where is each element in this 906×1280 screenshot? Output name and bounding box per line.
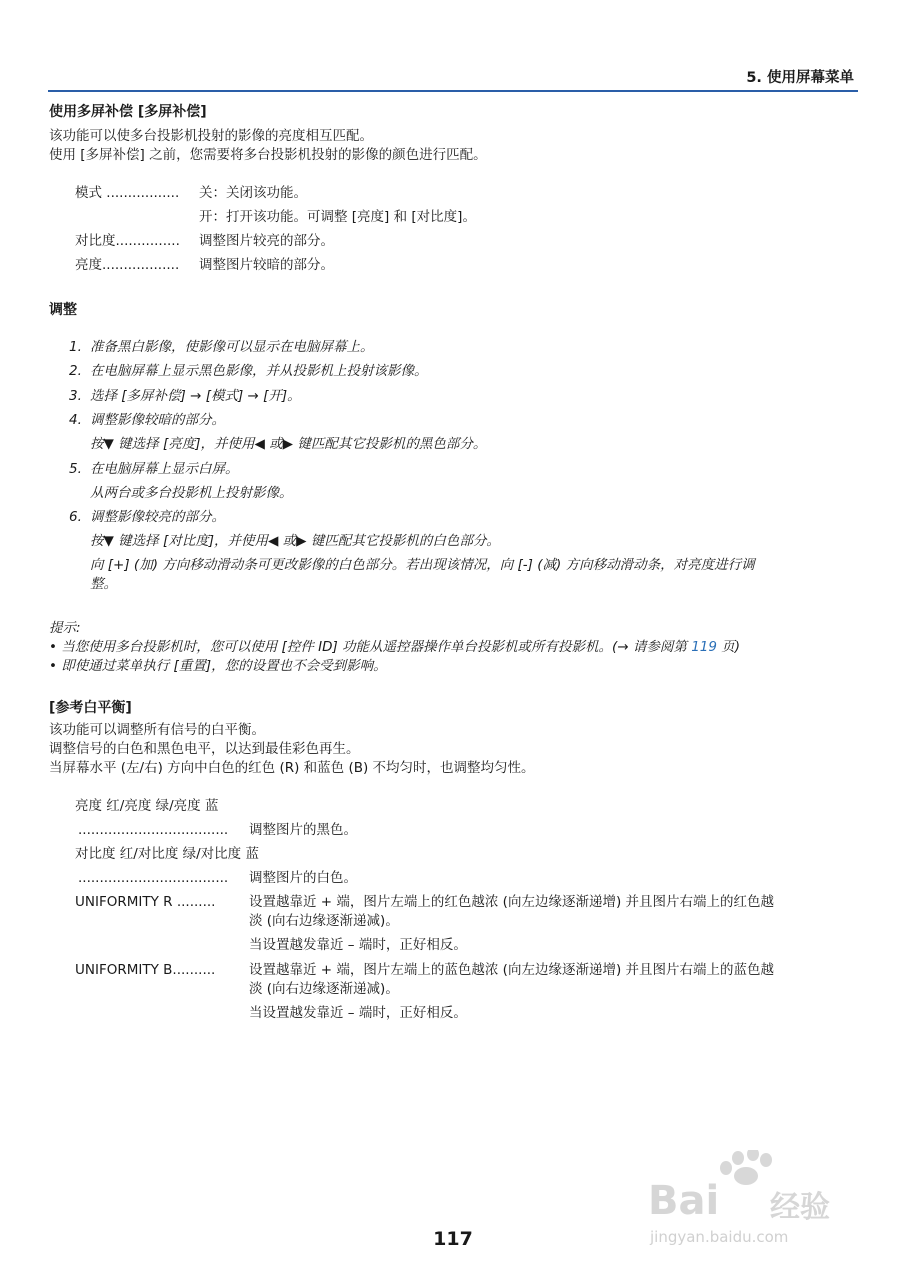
step-number: 1. — [69, 339, 82, 355]
def-term: 亮度 红/亮度 绿/亮度 蓝 — [75, 798, 219, 814]
tip-item — [49, 657, 387, 676]
def-desc: 淡 (向右边缘逐渐递减)。 — [249, 913, 399, 929]
step-substep: 按▼ 键选择 [亮度]，并使用◀ 或▶ 键匹配其它投影机的黑色部分。 — [90, 436, 487, 452]
step-text: 在电脑屏幕上显示白屏。 — [90, 461, 239, 477]
section-title-adjust: 调整 — [49, 302, 77, 318]
def-term: 对比度 红/对比度 绿/对比度 蓝 — [75, 846, 259, 862]
intro-line: 当屏幕水平 (左/右) 方向中白色的红色 (R) 和蓝色 (B) 不均匀时，也调整均匀性。 — [49, 760, 535, 776]
intro-line: 调整信号的白色和黑色电平，以达到最佳彩色再生。 — [49, 741, 360, 757]
def-term: 对比度............... — [75, 233, 180, 249]
def-desc: 调整图片较暗的部分。 — [199, 257, 334, 273]
def-dots: ................................... — [78, 870, 229, 886]
step-number: 3. — [69, 388, 82, 404]
def-desc: 调整图片的白色。 — [249, 870, 357, 886]
bullet: • — [49, 639, 62, 655]
step-number: 5. — [69, 461, 82, 477]
intro-line: 该功能可以调整所有信号的白平衡。 — [49, 722, 265, 738]
page-link[interactable]: 119 — [691, 639, 717, 655]
def-desc: 设置越靠近 + 端，图片左端上的蓝色越浓 (向左边缘逐渐递增) 并且图片右端上的蓝色越 — [249, 962, 775, 978]
tip-text: 即使通过菜单执行 [重置]，您的设置也不会受到影响。 — [61, 658, 387, 674]
intro-line: 使用 [多屏补偿] 之前，您需要将多台投影机投射的影像的颜色进行匹配。 — [49, 147, 487, 163]
step-number: 4. — [69, 412, 82, 428]
tip-item — [49, 638, 740, 657]
step-text: 在电脑屏幕上显示黑色影像，并从投影机上投射该影像。 — [90, 363, 428, 379]
tips-label: 提示: — [49, 620, 81, 636]
step-substep: 按▼ 键选择 [对比度]，并使用◀ 或▶ 键匹配其它投影机的白色部分。 — [90, 533, 500, 549]
def-term: 模式 ................. — [75, 185, 180, 201]
section-title-reference-white-balance: [参考白平衡] — [49, 700, 132, 716]
def-desc: 关：关闭该功能。 — [199, 185, 307, 201]
def-term: 亮度.................. — [75, 257, 180, 273]
intro-line: 该功能可以使多台投影机投射的影像的亮度相互匹配。 — [49, 128, 373, 144]
header-divider — [48, 90, 858, 92]
step-number: 6. — [69, 509, 82, 525]
def-desc: 设置越靠近 + 端，图片左端上的红色越浓 (向左边缘逐渐递增) 并且图片右端上的红色越 — [249, 894, 775, 910]
step-text: 选择 [多屏补偿] → [模式] → [开]。 — [90, 388, 301, 404]
def-desc: 淡 (向右边缘逐渐递减)。 — [249, 981, 399, 997]
section-title-multi-screen: 使用多屏补偿 [多屏补偿] — [49, 104, 207, 120]
def-desc: 当设置越发靠近 – 端时，正好相反。 — [249, 937, 467, 953]
watermark-url: jingyan.baidu.com — [650, 1228, 789, 1246]
def-desc: 调整图片较亮的部分。 — [199, 233, 334, 249]
bullet: • — [49, 658, 62, 674]
def-term: UNIFORMITY B.......... — [75, 962, 216, 978]
step-text: 调整影像较亮的部分。 — [90, 509, 225, 525]
step-text: 准备黑白影像，使影像可以显示在电脑屏幕上。 — [90, 339, 374, 355]
watermark-brand: Bai — [648, 1178, 720, 1224]
def-term: UNIFORMITY R ......... — [75, 894, 216, 910]
step-note: 整。 — [90, 576, 117, 592]
def-desc: 调整图片的黑色。 — [249, 822, 357, 838]
def-desc: 开：打开该功能。可调整 [亮度] 和 [对比度]。 — [199, 209, 476, 225]
watermark-brand-cn: 经验 — [770, 1190, 830, 1225]
tip-text: 当您使用多台投影机时，您可以使用 [控件 ID] 功能从遥控器操作单台投影机或所有投影机。(→ 请参阅第 — [61, 639, 692, 655]
def-dots: ................................... — [78, 822, 229, 838]
step-text: 调整影像较暗的部分。 — [90, 412, 225, 428]
step-note: 向 [+] (加) 方向移动滑动条可更改影像的白色部分。若出现该情况，向 [-] (减) 方向移动滑动条，对亮度进行调 — [90, 557, 755, 573]
tip-text: 页) — [717, 639, 741, 655]
def-desc: 当设置越发靠近 – 端时，正好相反。 — [249, 1005, 467, 1021]
step-number: 2. — [69, 363, 82, 379]
page-number: 117 — [433, 1228, 473, 1250]
step-substep: 从两台或多台投影机上投射影像。 — [90, 485, 293, 501]
chapter-title: 5. 使用屏幕菜单 — [746, 70, 854, 86]
